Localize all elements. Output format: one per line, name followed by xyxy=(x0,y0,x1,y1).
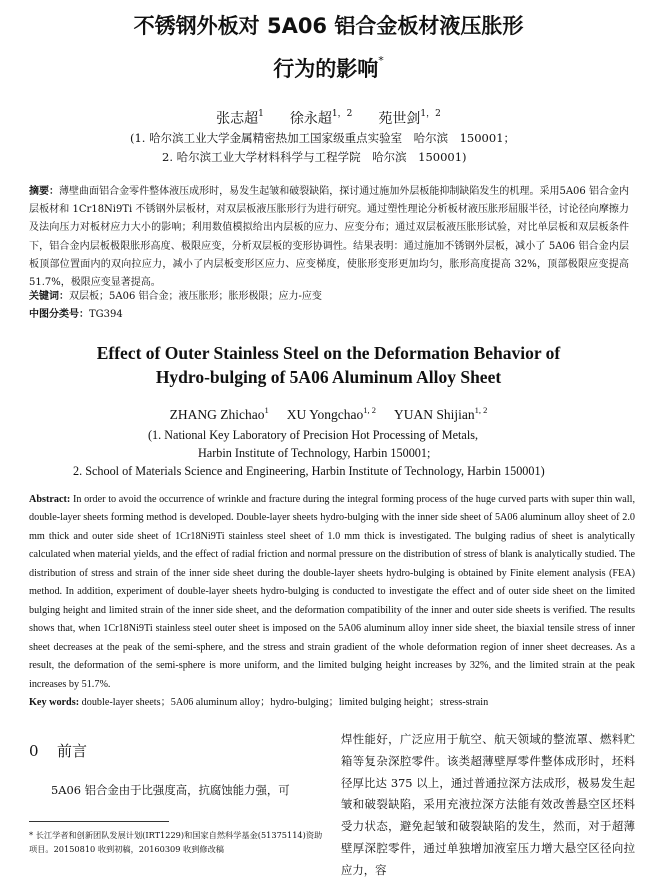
title-cn-line2: 行为的影响 xyxy=(273,57,379,81)
author-cn-1: 张志超 xyxy=(216,111,259,127)
authors-cn xyxy=(0,104,657,129)
affiliation-cn-1: (1. 哈尔滨工业大学金属精密热加工国家级重点实验室 哈尔滨 150001； xyxy=(130,131,516,145)
footnote: * 长江学者和创新团队发展计划(IRT1229)和国家自然科学基金(51375114)资助项目。20150810 收到初稿，20160309 收到修改稿 xyxy=(29,830,323,854)
abstract-en-label: Abstract: xyxy=(29,494,71,505)
section-heading xyxy=(29,741,87,761)
clc-cn xyxy=(29,307,123,323)
author-cn-1-sup: 1 xyxy=(258,109,264,119)
keywords-cn-text: 双层板；5A06 铝合金；液压胀形；胀形极限；应力-应变 xyxy=(69,291,322,302)
keywords-en-text: double-layer sheets；5A06 aluminum alloy；hydro-bulging；limited bulging height；stress-strain xyxy=(81,697,489,708)
author-en-2: XU Yongchao xyxy=(286,407,364,422)
abstract-cn-text: 薄壁曲面铝合金零件整体液压成形时，易发生起皱和破裂缺陷，探讨通过施加外层板能抑制缺陷发生的机理。采用5A06 铝合金内层板材和 1Cr18Ni9Ti 不锈钢外层板材，对双层板液压胀形行为进行研究。通过塑性理论分析板材液压胀形屈服半径，讨论径向摩擦力及法向压力对板材应力大小的影响；利用数值模拟给出内层板的应力、应变分布；通过双层板液压胀形试验，对比单层板和双层板条件下，铝合金内层板极限胀形高度、极限应变，分析双层板的变形协调性。结果表明：通过施加不锈钢外层板，减小了 5A06 铝合金内层板顶部位置面内的双向拉应力，减小了内层板变形区应力、应变梯度，使胀形变形更加均匀，胀形高度提高 32%，顶部极限应变提高 51.7%，极限应变显著提高。 xyxy=(29,186,629,289)
title-footnote-mark: * xyxy=(378,54,384,67)
author-cn-3: 苑世剑 xyxy=(378,111,421,127)
author-cn-2: 徐永超 xyxy=(289,111,332,127)
title-en-line1: Effect of Outer Stainless Steel on the Deformation Behavior of xyxy=(96,343,561,363)
affiliation-cn-2: 2. 哈尔滨工业大学材料科学与工程学院 哈尔滨 150001) xyxy=(162,150,467,164)
title-cn-line2-wrap xyxy=(0,45,657,85)
footnote-rule xyxy=(29,821,169,822)
authors-en xyxy=(0,401,657,424)
author-en-3: YUAN Shijian xyxy=(394,407,475,422)
keywords-en-label: Key words: xyxy=(29,697,80,708)
section-title: 前言 xyxy=(57,742,88,760)
clc-cn-text: TG394 xyxy=(89,309,123,320)
section-number: 0 xyxy=(29,742,39,760)
title-cn-line1: 不锈钢外板对 5A06 铝合金板材液压胀形 xyxy=(133,14,524,38)
author-cn-3-sup: 1，2 xyxy=(420,109,441,119)
keywords-cn-label: 关键词： xyxy=(29,291,69,302)
affiliation-en-1: (1. National Key Laboratory of Precision Hot Processing of Metals, xyxy=(148,428,479,442)
affiliation-en-3: 2. School of Materials Science and Engineering, Harbin Institute of Technology, Harbin 150001) xyxy=(73,464,545,478)
abstract-cn-label: 摘要： xyxy=(29,186,60,197)
abstract-en xyxy=(29,491,635,694)
abstract-en-text: In order to avoid the occurrence of wrinkle and fracture during the integral forming process of the huge curved parts with super thin wall, double-layer sheets forming method is developed. Double-layer sheets hydro-bulging with the inner side sheet of 5A06 aluminum alloy sheet of 2.0 mm thick and outer side sheet of 1Cr18Ni9Ti stainless steel sheet of 1.0 mm thick is investigated. The bulging radius of sheet is analytically calculated when material yields, and the effect of radial friction and normal pressure on the distribution of stress of blank is analytically studied. The distribution of stress and strain of the inner side sheet during the double-layer sheets hydro-bulging is obtained by Finite element analysis (FEA) method. In addition, experiment of double-layer sheets hydro-bulging is conducted to investigate the effect and of outer side sheet on the limited bulging height and limited strain of the inner side sheet, and the deformation compatibility of the inner and outer side sheets is verified. The results shows that, when 1Cr18Ni9Ti stainless steel outer sheet is imposed on the 5A06 aluminum alloy inner side sheet, the biaxial tensile stress of inner sheet decreases at the peak of the semi-sphere, and the stress and strain gradient of the whole deformation region of inner sheet decreases. As a result, the deformation of the semi-sphere is more uniform, and the limited bulging height increases by 32%, and the limited strain at the peak increases by 51.7%. xyxy=(29,494,636,690)
body-text-left: 5A06 铝合金由于比强度高，抗腐蚀能力强，可 xyxy=(51,783,290,797)
title-en-line2: Hydro-bulging of 5A06 Aluminum Alloy Sheet xyxy=(155,367,502,387)
author-en-2-sup: 1, 2 xyxy=(363,405,376,415)
affiliation-en-2: Harbin Institute of Technology, Harbin 150001; xyxy=(198,446,431,460)
author-en-3-sup: 1, 2 xyxy=(474,405,488,415)
keywords-en xyxy=(29,695,488,711)
author-cn-2-sup: 1，2 xyxy=(331,109,353,119)
body-text-right: 焊性能好，广泛应用于航空、航天领域的整流罩、燃料贮箱等复杂深腔零件。该类超薄壁厚零件整体成形时，坯料径厚比达 375 以上，通过普通拉深方法成形，极易发生起皱和破裂缺陷，采用充液拉深方法能有效改善悬空区坯料受力状态，避免起皱和破裂缺陷的发生，然而，对于超薄壁厚深腔零件，通过单独增加液室压力增大悬空区径向拉应力，容 xyxy=(341,732,635,877)
author-en-1-sup: 1 xyxy=(264,405,269,415)
keywords-cn xyxy=(29,289,322,305)
abstract-cn xyxy=(29,183,629,292)
clc-cn-label: 中图分类号： xyxy=(29,309,89,320)
author-en-1: ZHANG Zhichao xyxy=(169,407,265,422)
